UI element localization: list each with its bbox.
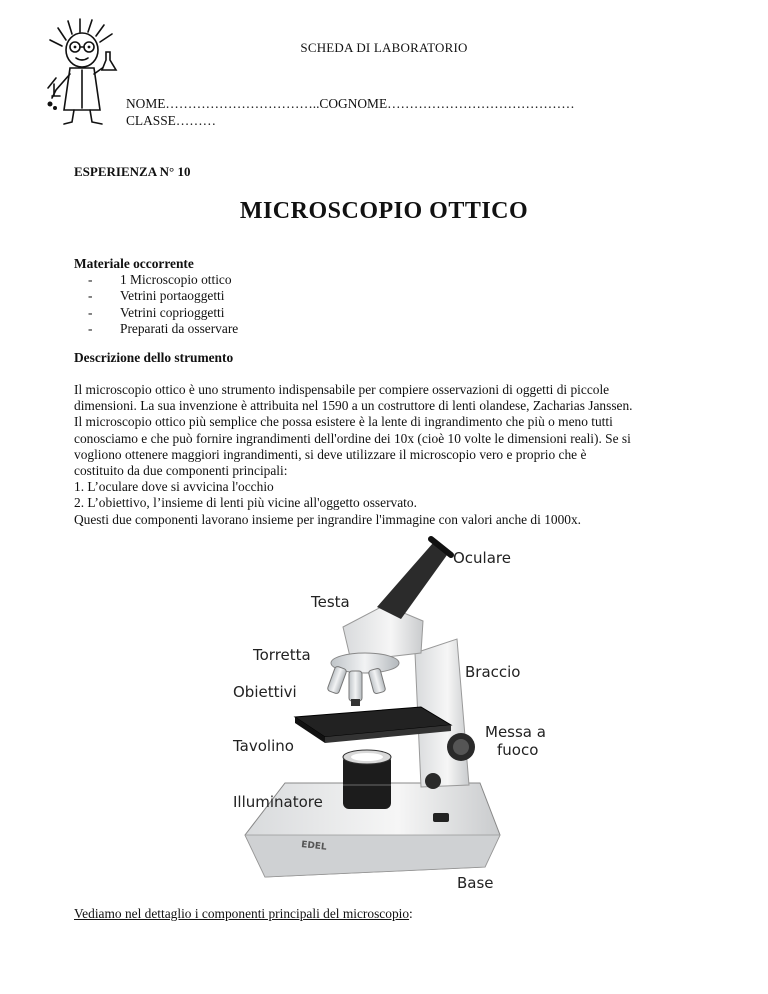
- materials-section: [74, 256, 238, 337]
- switch-icon: [433, 813, 449, 822]
- paragraph-line: 2. L’obiettivo, l’insieme di lenti più vicine all'oggetto osservato.: [74, 495, 417, 511]
- label-testa: Testa: [311, 593, 350, 611]
- label-torretta: Torretta: [253, 646, 311, 664]
- label-base: Base: [457, 874, 494, 892]
- paragraph-line: dimensioni. La sua invenzione è attribuita nel 1590 a un costruttore di lenti olandese, Zacharias Janssen.: [74, 398, 633, 414]
- paragraph-line: Questi due componenti lavorano insieme per ingrandire l'immagine con valori anche di 1000x.: [74, 511, 582, 527]
- class-field: CLASSE………: [126, 112, 217, 128]
- name-surname-field: NOME……………………………..COGNOME……………………………………: [126, 96, 575, 111]
- paragraph-line: 1. L’oculare dove si avvicina l'occhio: [74, 479, 274, 495]
- details-link[interactable]: Vediamo nel dettaglio i componenti principali del microscopio: [74, 906, 410, 921]
- page-header-title: SCHEDA DI LABORATORIO: [300, 40, 468, 55]
- paragraph-line: Il microscopio ottico è uno strumento indispensabile per compiere osservazioni di oggetti di piccole: [74, 382, 610, 397]
- description-body: [74, 382, 704, 528]
- paragraph-line: vogliono ottenere maggiori ingrandimenti, si deve utilizzare il microscopio vero e proprio che è: [74, 446, 587, 462]
- label-fuoco: fuoco: [497, 741, 539, 759]
- paragraph-line: conosciamo e che può fornire ingrandimenti dell'ordine dei 10x (cioè 10 volte le dimensioni reali). Se si: [74, 430, 631, 446]
- experiment-number: ESPERIENZA N° 10: [74, 164, 191, 179]
- label-obiettivi: Obiettivi: [233, 683, 297, 701]
- label-messa-a: Messa a: [485, 723, 546, 741]
- label-braccio: Braccio: [465, 663, 521, 681]
- paragraph-line: Il microscopio ottico più semplice che possa esistere è la lente di ingrandimento che più o meno tutti: [74, 414, 613, 430]
- brand-logo: EDEL: [300, 840, 328, 853]
- microscope-diagram: [225, 535, 565, 895]
- description-heading: Descrizione dello strumento: [74, 350, 234, 365]
- list-item: - Preparati da osservare: [88, 320, 239, 336]
- paragraph-line: costituito da due componenti principali:: [74, 463, 288, 479]
- label-oculare: Oculare: [453, 549, 511, 567]
- label-illuminatore: Illuminatore: [233, 793, 323, 811]
- student-fields: [126, 96, 575, 129]
- materials-heading: Materiale occorrente: [74, 256, 194, 271]
- list-item: - Vetrini coprioggetti: [88, 304, 225, 320]
- label-tavolino: Tavolino: [233, 737, 294, 755]
- page-title: MICROSCOPIO OTTICO: [239, 198, 529, 224]
- scientist-mascot-icon: [44, 18, 126, 128]
- list-item: - Vetrini portaoggetti: [88, 288, 225, 304]
- list-item: - 1 Microscopio ottico: [88, 272, 232, 288]
- footer-colon: :: [409, 906, 413, 921]
